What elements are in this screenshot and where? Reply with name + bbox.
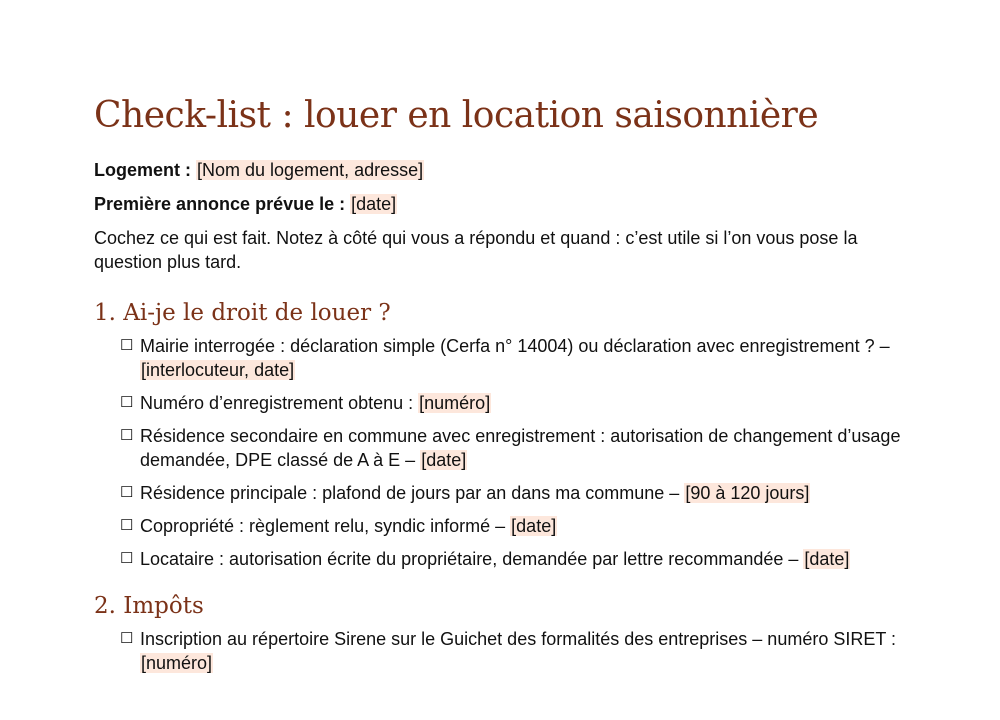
checkbox-icon[interactable]: ☐ — [120, 427, 134, 444]
checkbox-icon[interactable]: ☐ — [120, 394, 134, 411]
item-text: Résidence secondaire en commune avec enregistrement : autorisation de changement d’usage demandée, DPE classé de A à E – — [140, 426, 901, 470]
checkbox-icon[interactable]: ☐ — [120, 517, 134, 534]
checklist — [94, 627, 914, 675]
item-text: Inscription au répertoire Sirene sur le Guichet des formalités des entreprises – numéro SIRET : — [140, 629, 897, 649]
checkbox-icon[interactable]: ☐ — [120, 550, 134, 567]
item-placeholder[interactable]: [interlocuteur, date] — [141, 360, 295, 380]
field-placeholder[interactable]: [Nom du logement, adresse] — [197, 160, 424, 180]
item-placeholder[interactable]: [date] — [421, 450, 467, 470]
document-title: Check-list : louer en location saisonnière — [94, 95, 819, 136]
checkbox-icon[interactable]: ☐ — [120, 337, 134, 354]
item-text: Numéro d’enregistrement obtenu : — [140, 393, 419, 413]
item-text: Mairie interrogée : déclaration simple (Cerfa n° 14004) ou déclaration avec enregistrement ? – — [140, 336, 890, 356]
item-placeholder[interactable]: [90 à 120 jours] — [685, 483, 810, 503]
field-premiere-annonce — [94, 192, 914, 216]
checklist-item — [94, 481, 914, 505]
item-text: Copropriété : règlement relu, syndic informé – — [140, 516, 511, 536]
checklist-item — [94, 627, 914, 675]
checkbox-icon[interactable]: ☐ — [120, 630, 134, 647]
document — [94, 92, 914, 695]
item-placeholder[interactable]: [numéro] — [141, 653, 213, 673]
item-placeholder[interactable]: [numéro] — [419, 393, 491, 413]
checkbox-icon[interactable]: ☐ — [120, 484, 134, 501]
field-label: Logement : — [94, 160, 191, 180]
field-label: Première annonce prévue le : — [94, 194, 346, 214]
field-logement — [94, 158, 914, 182]
checklist-item — [94, 334, 914, 382]
item-text: Résidence principale : plafond de jours par an dans ma commune – — [140, 483, 685, 503]
checklist — [94, 334, 914, 571]
item-placeholder[interactable]: [date] — [511, 516, 557, 536]
intro-paragraph: Cochez ce qui est fait. Notez à côté qui vous a répondu et quand : c’est utile si l’on vous pose la question plus tard. — [94, 228, 858, 272]
item-placeholder[interactable]: [date] — [804, 549, 850, 569]
item-text: Locataire : autorisation écrite du propriétaire, demandée par lettre recommandée – — [140, 549, 804, 569]
checklist-item — [94, 391, 914, 415]
section-heading: 2. Impôts — [94, 593, 204, 619]
section-heading: 1. Ai-je le droit de louer ? — [94, 300, 391, 326]
checklist-item — [94, 424, 914, 472]
checklist-item — [94, 514, 914, 538]
checklist-item — [94, 547, 914, 571]
field-placeholder[interactable]: [date] — [351, 194, 397, 214]
